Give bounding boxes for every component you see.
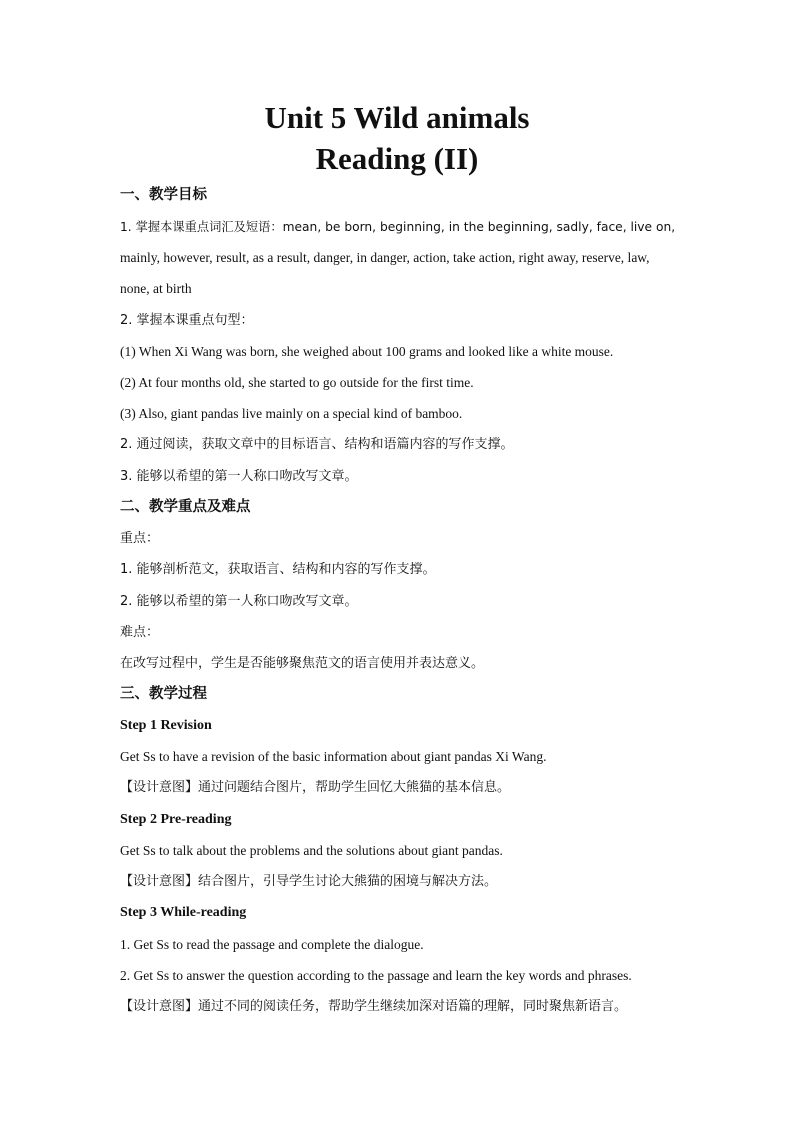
step-2-title: Step 2 Pre-reading xyxy=(120,812,232,827)
key-sentence-3: (3) Also, giant pandas live mainly on a special kind of bamboo. xyxy=(120,406,463,421)
difficulty-label: 难点： xyxy=(120,625,160,640)
objective-3: 2. 通过阅读，获取文章中的目标语言、结构和语篇内容的写作支撑。 xyxy=(120,437,514,452)
key-sentence-2: (2) At four months old, she started to go outside for the first time. xyxy=(120,375,474,390)
step-1-title: Step 1 Revision xyxy=(120,718,212,733)
objective-4: 3. 能够以希望的第一人称口吻改写文章。 xyxy=(120,469,358,484)
section-3-heading: 三、教学过程 xyxy=(120,686,207,702)
objective-1-line-2: mainly, however, result, as a result, danger, in danger, action, take action, right away, reserve, law, xyxy=(120,250,650,265)
section-1-heading: 一、教学目标 xyxy=(120,187,207,203)
objective-2: 2. 掌握本课重点句型： xyxy=(120,313,254,328)
step-3-text-1: 1. Get Ss to read the passage and complete the dialogue. xyxy=(120,937,424,952)
key-points-label: 重点： xyxy=(120,531,160,546)
section-2-heading: 二、教学重点及难点 xyxy=(120,499,251,515)
title-line-1: Unit 5 Wild animals xyxy=(264,100,530,135)
objective-1-line-1: 1. 掌握本课重点词汇及短语：mean, be born, beginning, in the beginning, sadly, face, live on, xyxy=(120,220,676,234)
step-2-intent: 【设计意图】结合图片，引导学生讨论大熊猫的困境与解决方法。 xyxy=(120,874,498,889)
objective-1-line-3: none, at birth xyxy=(120,281,192,296)
difficulty-1: 在改写过程中，学生是否能够聚焦范文的语言使用并表达意义。 xyxy=(120,656,485,671)
step-3-intent: 【设计意图】通过不同的阅读任务，帮助学生继续加深对语篇的理解，同时聚焦新语言。 xyxy=(120,999,628,1014)
key-sentence-1: (1) When Xi Wang was born, she weighed about 100 grams and looked like a white mouse. xyxy=(120,344,614,359)
step-1-text: Get Ss to have a revision of the basic information about giant pandas Xi Wang. xyxy=(120,749,547,764)
title-line-2: Reading (II) xyxy=(315,141,479,176)
key-point-1: 1. 能够剖析范文，获取语言、结构和内容的写作支撑。 xyxy=(120,562,436,577)
step-3-title: Step 3 While-reading xyxy=(120,905,247,920)
step-2-text: Get Ss to talk about the problems and the solutions about giant pandas. xyxy=(120,843,503,858)
key-point-2: 2. 能够以希望的第一人称口吻改写文章。 xyxy=(120,594,358,609)
step-3-text-2: 2. Get Ss to answer the question according to the passage and learn the key words and phrases. xyxy=(120,968,632,983)
step-1-intent: 【设计意图】通过问题结合图片，帮助学生回忆大熊猫的基本信息。 xyxy=(120,780,511,795)
